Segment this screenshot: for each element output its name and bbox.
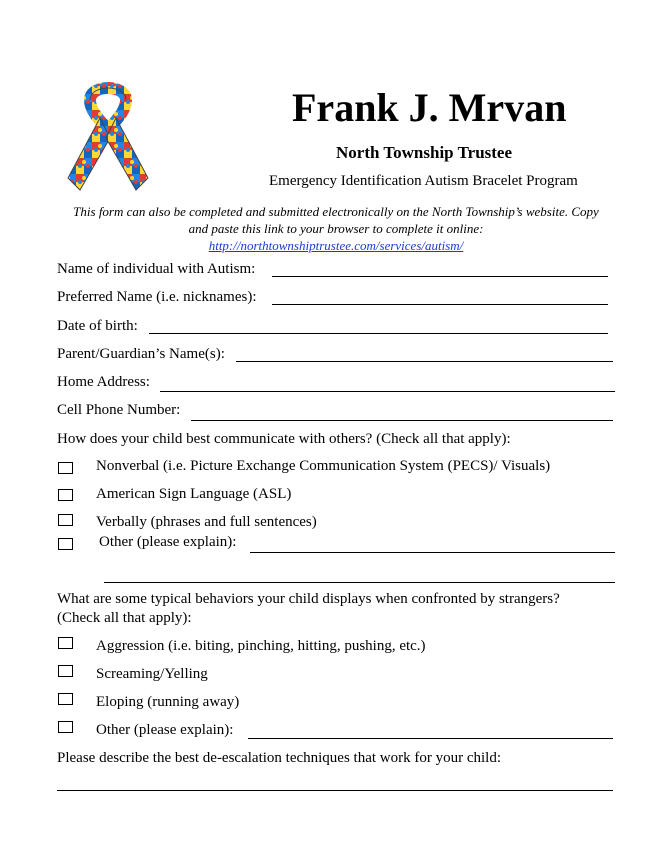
verbal-label: Verbally (phrases and full sentences) <box>96 514 317 530</box>
phone-input-line[interactable] <box>191 420 613 421</box>
other-behavior-checkbox[interactable] <box>58 721 73 733</box>
deescalation-question: Please describe the best de-escalation techniques that work for your child: <box>57 750 502 766</box>
other-communication-line-2[interactable] <box>104 582 615 583</box>
program-title: Emergency Identification Autism Bracelet Program <box>269 173 578 189</box>
other-communication-checkbox[interactable] <box>58 538 73 550</box>
phone-label: Cell Phone Number: <box>57 402 181 418</box>
aggression-checkbox[interactable] <box>58 637 73 649</box>
asl-label: American Sign Language (ASL) <box>96 486 292 502</box>
office-title: North Township Trustee <box>336 143 513 162</box>
notice-line-2: and paste this link to your browser to complete it online: <box>188 221 484 236</box>
dob-label: Date of birth: <box>57 318 138 334</box>
address-input-line[interactable] <box>160 391 615 392</box>
eloping-checkbox[interactable] <box>58 693 73 705</box>
preferred-name-label: Preferred Name (i.e. nicknames): <box>57 289 257 305</box>
name-input-line[interactable] <box>272 276 608 277</box>
other-communication-label: Other (please explain): <box>99 534 237 550</box>
screaming-checkbox[interactable] <box>58 665 73 677</box>
other-communication-line-1[interactable] <box>250 552 615 553</box>
name-label: Name of individual with Autism: <box>57 261 256 277</box>
notice-line-1: This form can also be completed and submitted electronically on the North Township’s website. Copy <box>73 204 599 219</box>
aggression-label: Aggression (i.e. biting, pinching, hitting, pushing, etc.) <box>96 638 426 654</box>
other-behavior-label: Other (please explain): <box>96 722 234 738</box>
dob-input-line[interactable] <box>149 333 608 334</box>
communication-question: How does your child best communicate with others? (Check all that apply): <box>57 431 511 447</box>
screaming-label: Screaming/Yelling <box>96 666 208 682</box>
eloping-label: Eloping (running away) <box>96 694 240 710</box>
nonverbal-label: Nonverbal (i.e. Picture Exchange Communication System (PECS)/ Visuals) <box>96 458 551 474</box>
trustee-name: Frank J. Mrvan <box>292 85 567 130</box>
online-form-link[interactable]: http://northtownshiptrustee.com/services/autism/ <box>208 238 464 253</box>
other-behavior-input-line[interactable] <box>248 738 613 739</box>
asl-checkbox[interactable] <box>58 489 73 501</box>
deescalation-input-line[interactable] <box>57 790 613 791</box>
electronic-notice <box>40 203 632 254</box>
nonverbal-checkbox[interactable] <box>58 462 73 474</box>
behavior-question-line-1: What are some typical behaviors your child displays when confronted by strangers? <box>57 591 560 607</box>
behavior-question-line-2: (Check all that apply): <box>57 610 192 626</box>
verbal-checkbox[interactable] <box>58 514 73 526</box>
guardian-input-line[interactable] <box>236 361 613 362</box>
guardian-label: Parent/Guardian’s Name(s): <box>57 346 225 362</box>
preferred-name-input-line[interactable] <box>272 304 608 305</box>
autism-ribbon-logo <box>60 78 156 198</box>
address-label: Home Address: <box>57 374 150 390</box>
